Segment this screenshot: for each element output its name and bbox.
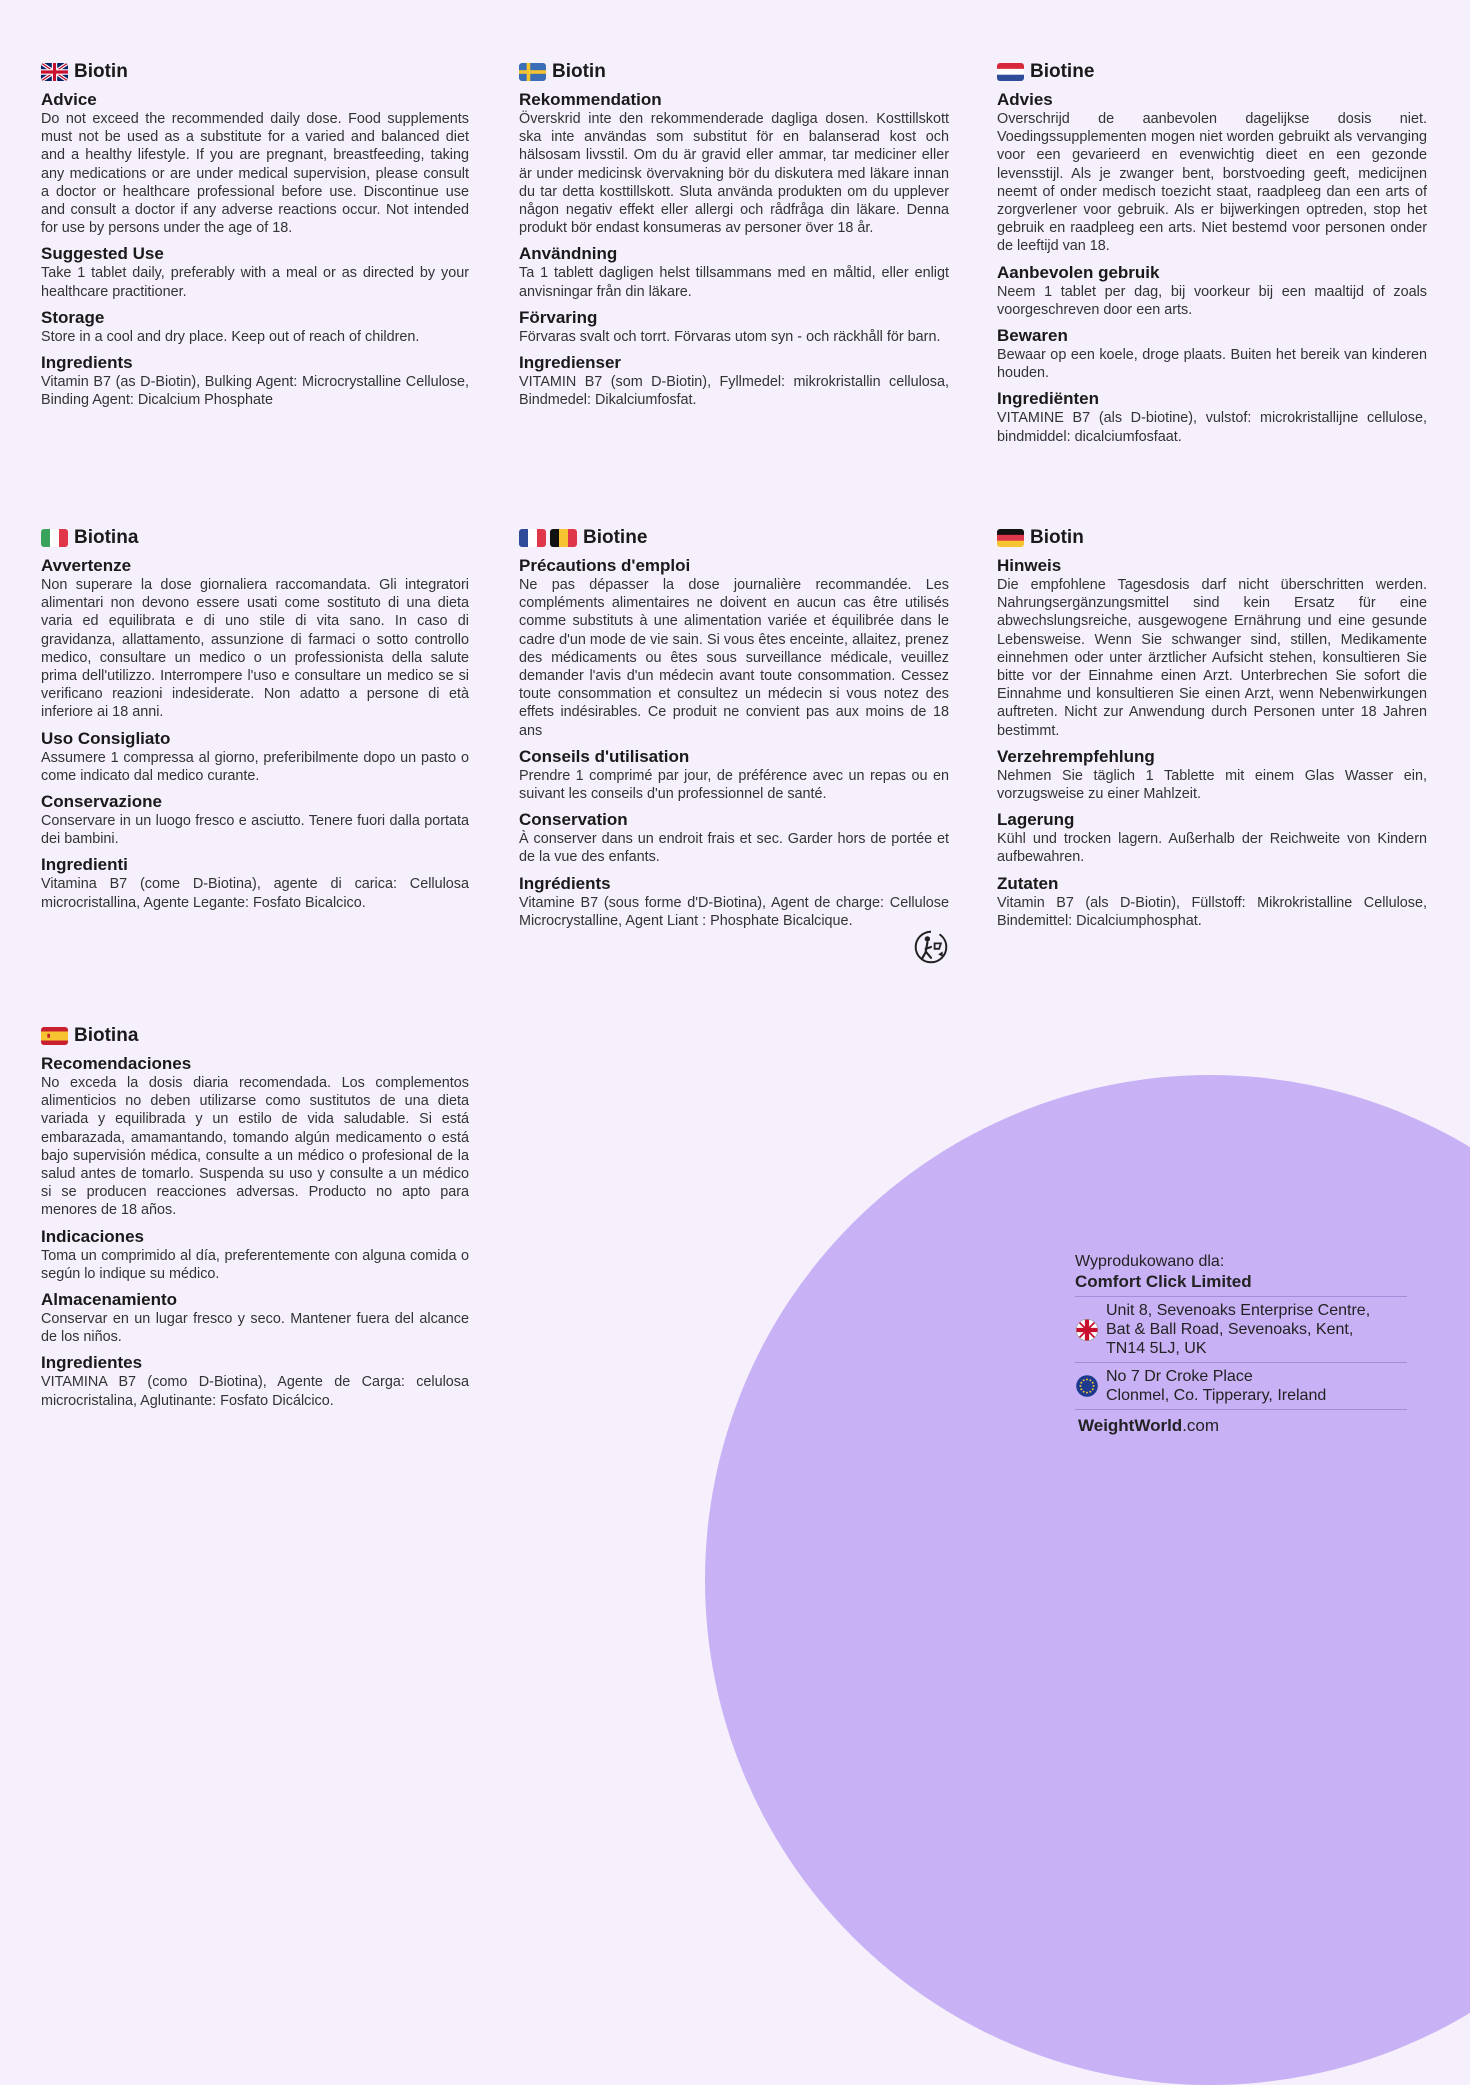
section-text: VITAMINA B7 (como D-Biotina), Agente de Carga: celulosa microcristalina, Aglutinante: Fosfato Dicálcico. (41, 1374, 469, 1409)
section-advice (997, 90, 1427, 256)
uk-address-line: Unit 8, Sevenoaks Enterprise Centre, (1106, 1302, 1371, 1319)
uk-flag-icon (41, 63, 68, 81)
section-text: À conserver dans un endroit frais et sec. Garder hors de portée et de la vue des enfants. (519, 831, 949, 866)
section-heading: Zutaten (997, 873, 1059, 893)
panel-en (41, 60, 469, 416)
uk-address (1075, 1297, 1407, 1363)
section-heading: Uso Consigliato (41, 728, 171, 748)
section-suggested-use (997, 747, 1427, 803)
section-heading: Förvaring (519, 307, 598, 327)
section-storage (41, 792, 469, 848)
section-text: Prendre 1 comprimé par jour, de préférence avec un repas ou en suivant les conseils d'un professionnel de santé. (519, 767, 949, 803)
section-suggested-use (519, 747, 949, 803)
panel-nl (997, 60, 1427, 453)
section-heading: Indicaciones (41, 1226, 144, 1246)
section-ingredients (519, 874, 949, 930)
panel-de (997, 526, 1427, 937)
brand-domain: .com (1182, 1416, 1220, 1435)
panel-title: Biotina (74, 1025, 139, 1046)
section-heading: Verzehrempfehlung (997, 746, 1155, 766)
manufacturer-info (1075, 1252, 1407, 1436)
germany-flag-icon (997, 529, 1024, 547)
section-text: Förvaras svalt och torrt. Förvaras utom syn - och räckhåll för barn. (519, 328, 941, 345)
decorative-purple-circle (705, 1075, 1470, 2085)
section-heading: Ingredienser (519, 353, 622, 373)
section-heading: Användning (519, 244, 618, 264)
sweden-flag-icon (519, 63, 546, 81)
section-heading: Avvertenze (41, 556, 132, 575)
italy-flag-icon (41, 529, 68, 547)
section-advice (519, 556, 949, 740)
section-text: Conservar en un lugar fresco y seco. Mantener fuera del alcance de los niños. (41, 1311, 469, 1346)
section-advice (997, 556, 1427, 740)
made-for-label: Wyprodukowano dla: (1075, 1253, 1225, 1270)
panel-fr (519, 526, 949, 937)
panel-title: Biotine (583, 527, 648, 548)
section-text: Vitamin B7 (als D-Biotin), Füllstoff: Mikrokristalline Cellulose, Bindemittel: Dicalciumphosphat. (997, 894, 1427, 929)
panel-sv (519, 60, 949, 416)
section-text: Overschrijd de aanbevolen dagelijkse dosis niet. Voedingssupplementen mogen niet worden gebruikt als vervanging voor een gevarieerd en evenwichtig dieet en een gezonde levensstijl. Als je zwanger bent, borstvoeding geeft, medicijnen neemt of onder medisch toezicht staat, raadpleeg dan een arts of zorgverlener voor gebruik. Als er bijwerkingen optreden, stop het gebruik en raadpleeg een arts. Niet bestemd voor personen onder de leeftijd van 18. (997, 111, 1427, 255)
panel-header (41, 526, 469, 550)
uk-flag-icon (1075, 1318, 1099, 1342)
section-storage (41, 308, 469, 346)
section-heading: Conservation (519, 810, 628, 830)
panel-header (519, 526, 949, 550)
section-text: Non superare la dose giornaliera raccomandata. Gli integratori alimentari non devono essere usati come sostituto di una dieta varia ed equilibrata e di uno stile di vita sano. In caso di gravidanza, allattamento, assunzione di farmaci o sotto controllo medico, consultare un medico o un professionista della salute prima dell'utilizzo. Interrompere l'uso e consultare un medico se si verificano reazioni indesiderate. Non adatto a persone di età inferiore ai 18 anni. (41, 577, 469, 721)
eu-address-line: Clonmel, Co. Tipperary, Ireland (1106, 1387, 1327, 1404)
section-suggested-use (41, 729, 469, 785)
belgium-flag-icon (550, 529, 577, 547)
section-heading: Ingrédients (519, 873, 611, 893)
panel-header (519, 60, 949, 84)
section-text: Store in a cool and dry place. Keep out of reach of children. (41, 328, 420, 345)
section-text: Ne pas dépasser la dose journalière recommandée. Les compléments alimentaires ne doivent en aucun cas être utilisés comme substituts à une alimentation variée et équilibrée dans le cadre d'un mode de vie sain. Si vous êtes enceinte, allaitez, prenez des médicaments ou êtes sous surveillance médicale, veuillez demander l'avis d'un médecin avant toute consommation. Cessez toute consommation et consultez un médecin si vous notez des effets indésirables. Ce produit ne convient pas aux moins de 18 ans (519, 577, 949, 739)
section-text: Toma un comprimido al día, preferentemente con alguna comida o según lo indique su médico. (41, 1247, 469, 1282)
section-heading: Aanbevolen gebruik (997, 262, 1160, 282)
section-ingredients (997, 389, 1427, 445)
panel-header (41, 1024, 469, 1048)
panel-header (997, 60, 1427, 84)
section-heading: Conservazione (41, 792, 162, 812)
panel-title: Biotine (1030, 61, 1095, 82)
section-suggested-use (41, 1227, 469, 1283)
section-text: Do not exceed the recommended daily dose. Food supplements must not be used as a substitute for a varied and balanced diet and a healthy lifestyle. If you are pregnant, breastfeeding, taking any medications or are under medical supervision, please consult a doctor or healthcare professional before use. Discontinue use and consult a doctor if any adverse reactions occur. Not intended for use by persons under the age of 18. (41, 111, 469, 237)
section-suggested-use (41, 244, 469, 300)
panel-title: Biotin (1030, 527, 1084, 548)
panel-title: Biotin (552, 61, 606, 82)
triman-recycling-icon (913, 929, 949, 965)
section-heading: Ingredients (41, 353, 133, 373)
section-advice (41, 90, 469, 237)
section-advice (41, 1054, 469, 1220)
section-heading: Hinweis (997, 556, 1062, 575)
section-advice (519, 90, 949, 237)
uk-address-line: Bat & Ball Road, Sevenoaks, Kent, (1106, 1321, 1354, 1338)
section-heading: Suggested Use (41, 244, 164, 264)
section-ingredients (519, 353, 949, 409)
section-heading: Storage (41, 307, 105, 327)
section-heading: Rekommendation (519, 90, 662, 109)
eu-address (1075, 1363, 1407, 1410)
france-flag-icon (519, 529, 546, 547)
panel-header (41, 60, 469, 84)
section-suggested-use (519, 244, 949, 300)
section-heading: Bewaren (997, 326, 1068, 346)
panel-it (41, 526, 469, 919)
section-heading: Ingrediënten (997, 389, 1100, 409)
uk-address-line: TN14 5LJ, UK (1106, 1340, 1207, 1357)
spain-flag-icon (41, 1027, 68, 1045)
section-ingredients (41, 855, 469, 911)
eu-address-line: No 7 Dr Croke Place (1106, 1368, 1253, 1385)
section-storage (997, 326, 1427, 382)
section-text: Vitamina B7 (come D-Biotina), agente di carica: Cellulosa microcristallina, Agente Legante: Fosfato Bicalcico. (41, 876, 469, 911)
section-heading: Recomendaciones (41, 1054, 192, 1073)
brand-wordmark (1075, 1410, 1407, 1436)
company-name: Comfort Click Limited (1075, 1272, 1407, 1297)
section-heading: Ingredientes (41, 1353, 143, 1373)
section-text: Nehmen Sie täglich 1 Tablette mit einem Glas Wasser ein, vorzugsweise zu einer Mahlzeit. (997, 767, 1427, 803)
section-text: Neem 1 tablet per dag, bij voorkeur bij een maaltijd of zoals voorgeschreven door een arts. (997, 283, 1427, 318)
section-storage (41, 1290, 469, 1346)
section-storage (519, 308, 949, 346)
section-text: Conservare in un luogo fresco e asciutto. Tenere fuori dalla portata dei bambini. (41, 813, 469, 848)
section-heading: Ingredienti (41, 855, 128, 875)
section-text: Bewaar op een koele, droge plaats. Buiten het bereik van kinderen houden. (997, 347, 1427, 382)
section-heading: Lagerung (997, 810, 1075, 830)
section-text: No exceda la dosis diaria recomendada. Los complementos alimenticios no deben utilizarse como sustitutos de una dieta variada y equilibrada y un estilo de vida saludable. Si está embarazada, amamantando, tomando algún medicamento o está bajo supervisión médica, consulte a un médico o profesional de la salud antes de tomarlo. Suspenda su uso y consulte a un médico si se producen reacciones adversas. Producto no apto para menores de 18 años. (41, 1075, 469, 1219)
section-ingredients (41, 1353, 469, 1409)
section-heading: Précautions d'emploi (519, 556, 691, 575)
panel-title: Biotina (74, 527, 139, 548)
section-heading: Almacenamiento (41, 1290, 178, 1310)
section-storage (997, 810, 1427, 866)
section-heading: Advies (997, 90, 1053, 109)
section-text: Die empfohlene Tagesdosis darf nicht überschritten werden. Nahrungsergänzungsmittel sind kein Ersatz für eine abwechslungsreiche, ausgewogene Ernährung und eine gesunde Lebensweise. Wenn Sie schwanger sind, stillen, Medikamente einnehmen oder unter ärztlicher Aufsicht stehen, konsultieren Sie bitte vor der Einnahme einen Arzt. Unterbrechen Sie sofort die Einnahme und konsultieren Sie einen Arzt, wenn Nebenwirkungen auftreten. Nicht zur Anwendung durch Personen unter 18 Jahren bestimmt. (997, 577, 1427, 739)
section-text: Vitamin B7 (as D-Biotin), Bulking Agent: Microcrystalline Cellulose, Binding Agent: Dicalcium Phosphate (41, 374, 469, 409)
section-heading: Conseils d'utilisation (519, 746, 690, 766)
section-text: Kühl und trocken lagern. Außerhalb der Reichweite von Kindern aufbewahren. (997, 831, 1427, 866)
section-suggested-use (997, 263, 1427, 319)
section-text: VITAMINE B7 (als D-biotine), vulstof: microkristallijne cellulose, bindmiddel: dicalciumfosfaat. (997, 410, 1427, 445)
section-ingredients (41, 353, 469, 409)
section-ingredients (997, 874, 1427, 930)
section-storage (519, 810, 949, 866)
section-text: Vitamine B7 (sous forme d'D-Biotina), Agent de charge: Cellulose Microcrystalline, Agent Liant : Phosphate Bicalcique. (519, 894, 949, 929)
brand-name: WeightWorld (1078, 1416, 1183, 1435)
section-text: Ta 1 tablett dagligen helst tillsammans med en måltid, eller enligt anvisningar från din läkare. (519, 265, 949, 300)
netherlands-flag-icon (997, 63, 1024, 81)
section-text: Överskrid inte den rekommenderade dagliga dosen. Kosttillskott ska inte användas som substitut för en balanserad kost och hälsosam livsstil. Om du är gravid eller ammar, tar mediciner eller är under medicinsk övervakning bör du diskutera med läkare innan du tar detta kosttillskott. Sluta använda produkten om du upplever någon negativ effekt eller allergi och rådfråga din läkare. Denna produkt bör endast konsumeras av personer över 18 år. (519, 111, 949, 237)
panel-title: Biotin (74, 61, 128, 82)
section-advice (41, 556, 469, 722)
section-text: VITAMIN B7 (som D-Biotin), Fyllmedel: mikrokristallin cellulosa, Bindmedel: Dikalciumfosfat. (519, 374, 949, 409)
panel-header (997, 526, 1427, 550)
section-text: Take 1 tablet daily, preferably with a meal or as directed by your healthcare practitioner. (41, 265, 469, 300)
section-text: Assumere 1 compressa al giorno, preferibilmente dopo un pasto o come indicato dal medico curante. (41, 749, 469, 784)
section-heading: Advice (41, 90, 97, 109)
eu-flag-icon (1075, 1374, 1099, 1398)
panel-es (41, 1024, 469, 1417)
